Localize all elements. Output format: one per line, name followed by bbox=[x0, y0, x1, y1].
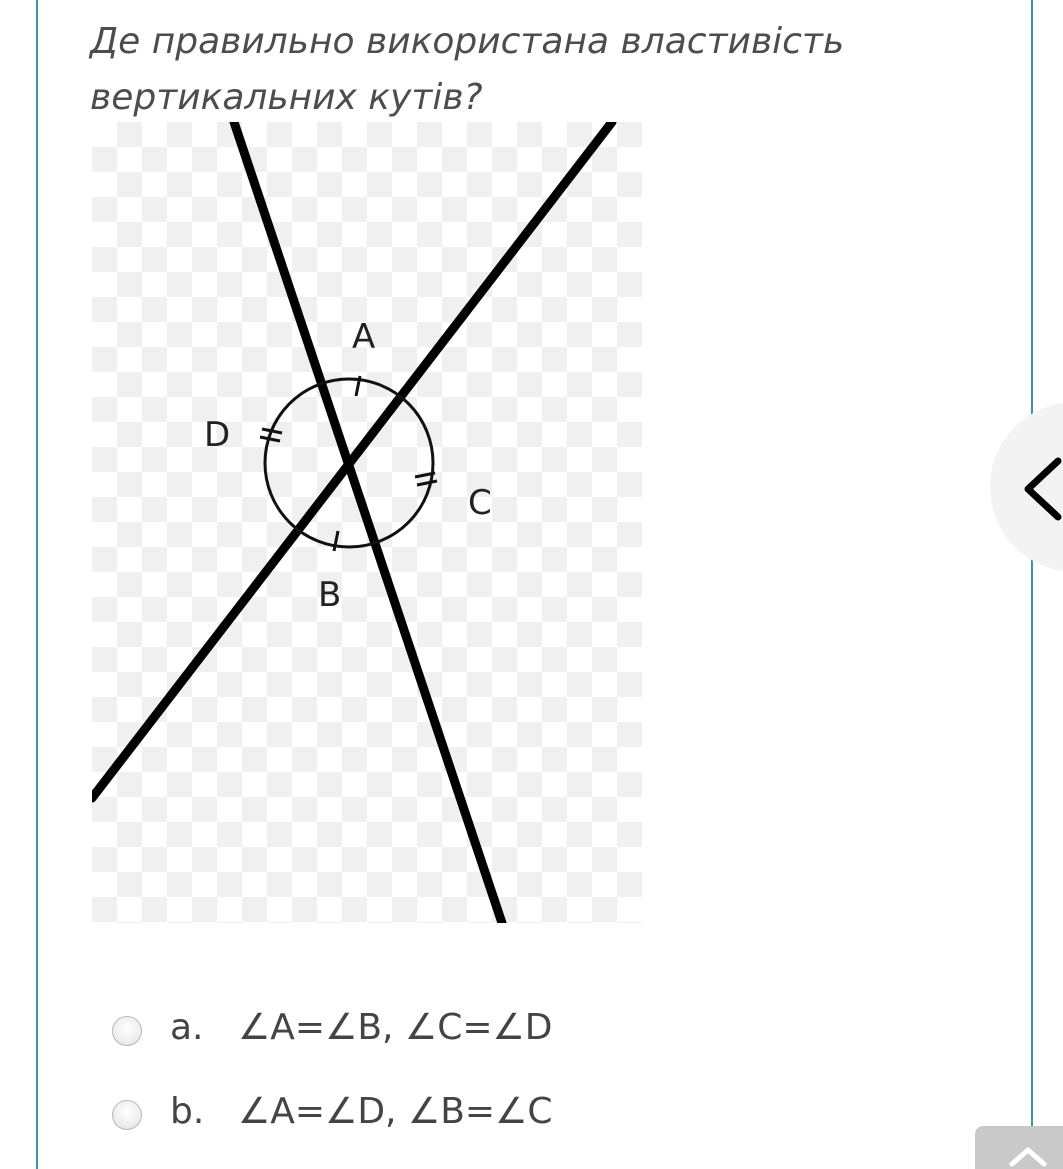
previous-question-button[interactable] bbox=[990, 402, 1063, 572]
radio-button-a[interactable] bbox=[112, 1016, 142, 1046]
scroll-to-top-button[interactable] bbox=[975, 1126, 1063, 1169]
tick-d1 bbox=[262, 429, 282, 433]
label-c: C bbox=[468, 483, 492, 523]
line-steep bbox=[234, 122, 502, 923]
label-d: D bbox=[204, 415, 231, 455]
tick-b bbox=[334, 531, 338, 551]
line-diagonal bbox=[92, 122, 612, 798]
answer-letter-b: b. bbox=[170, 1090, 205, 1132]
label-a: A bbox=[352, 317, 376, 357]
answer-text-b: ∠A=∠D, ∠B=∠C bbox=[238, 1090, 553, 1132]
vertical-angles-diagram bbox=[92, 122, 642, 923]
answer-option-a[interactable] bbox=[112, 985, 553, 1069]
label-b: B bbox=[318, 575, 342, 615]
chevron-up-icon bbox=[1008, 1144, 1048, 1168]
radio-button-b[interactable] bbox=[112, 1100, 142, 1130]
tick-d2 bbox=[260, 437, 280, 441]
content-border-left bbox=[36, 0, 38, 1169]
chevron-left-icon bbox=[1020, 457, 1063, 521]
answer-option-b[interactable] bbox=[112, 1069, 553, 1153]
question-text: Де правильно використана властивість вертикальних кутів? bbox=[90, 21, 845, 118]
geometry-figure bbox=[92, 122, 642, 923]
answer-text-a: ∠A=∠B, ∠C=∠D bbox=[238, 1006, 553, 1048]
answer-letter-a: a. bbox=[170, 1006, 204, 1048]
answer-options bbox=[112, 985, 553, 1153]
tick-c2 bbox=[417, 481, 437, 485]
content-border-right bbox=[1031, 0, 1033, 1169]
